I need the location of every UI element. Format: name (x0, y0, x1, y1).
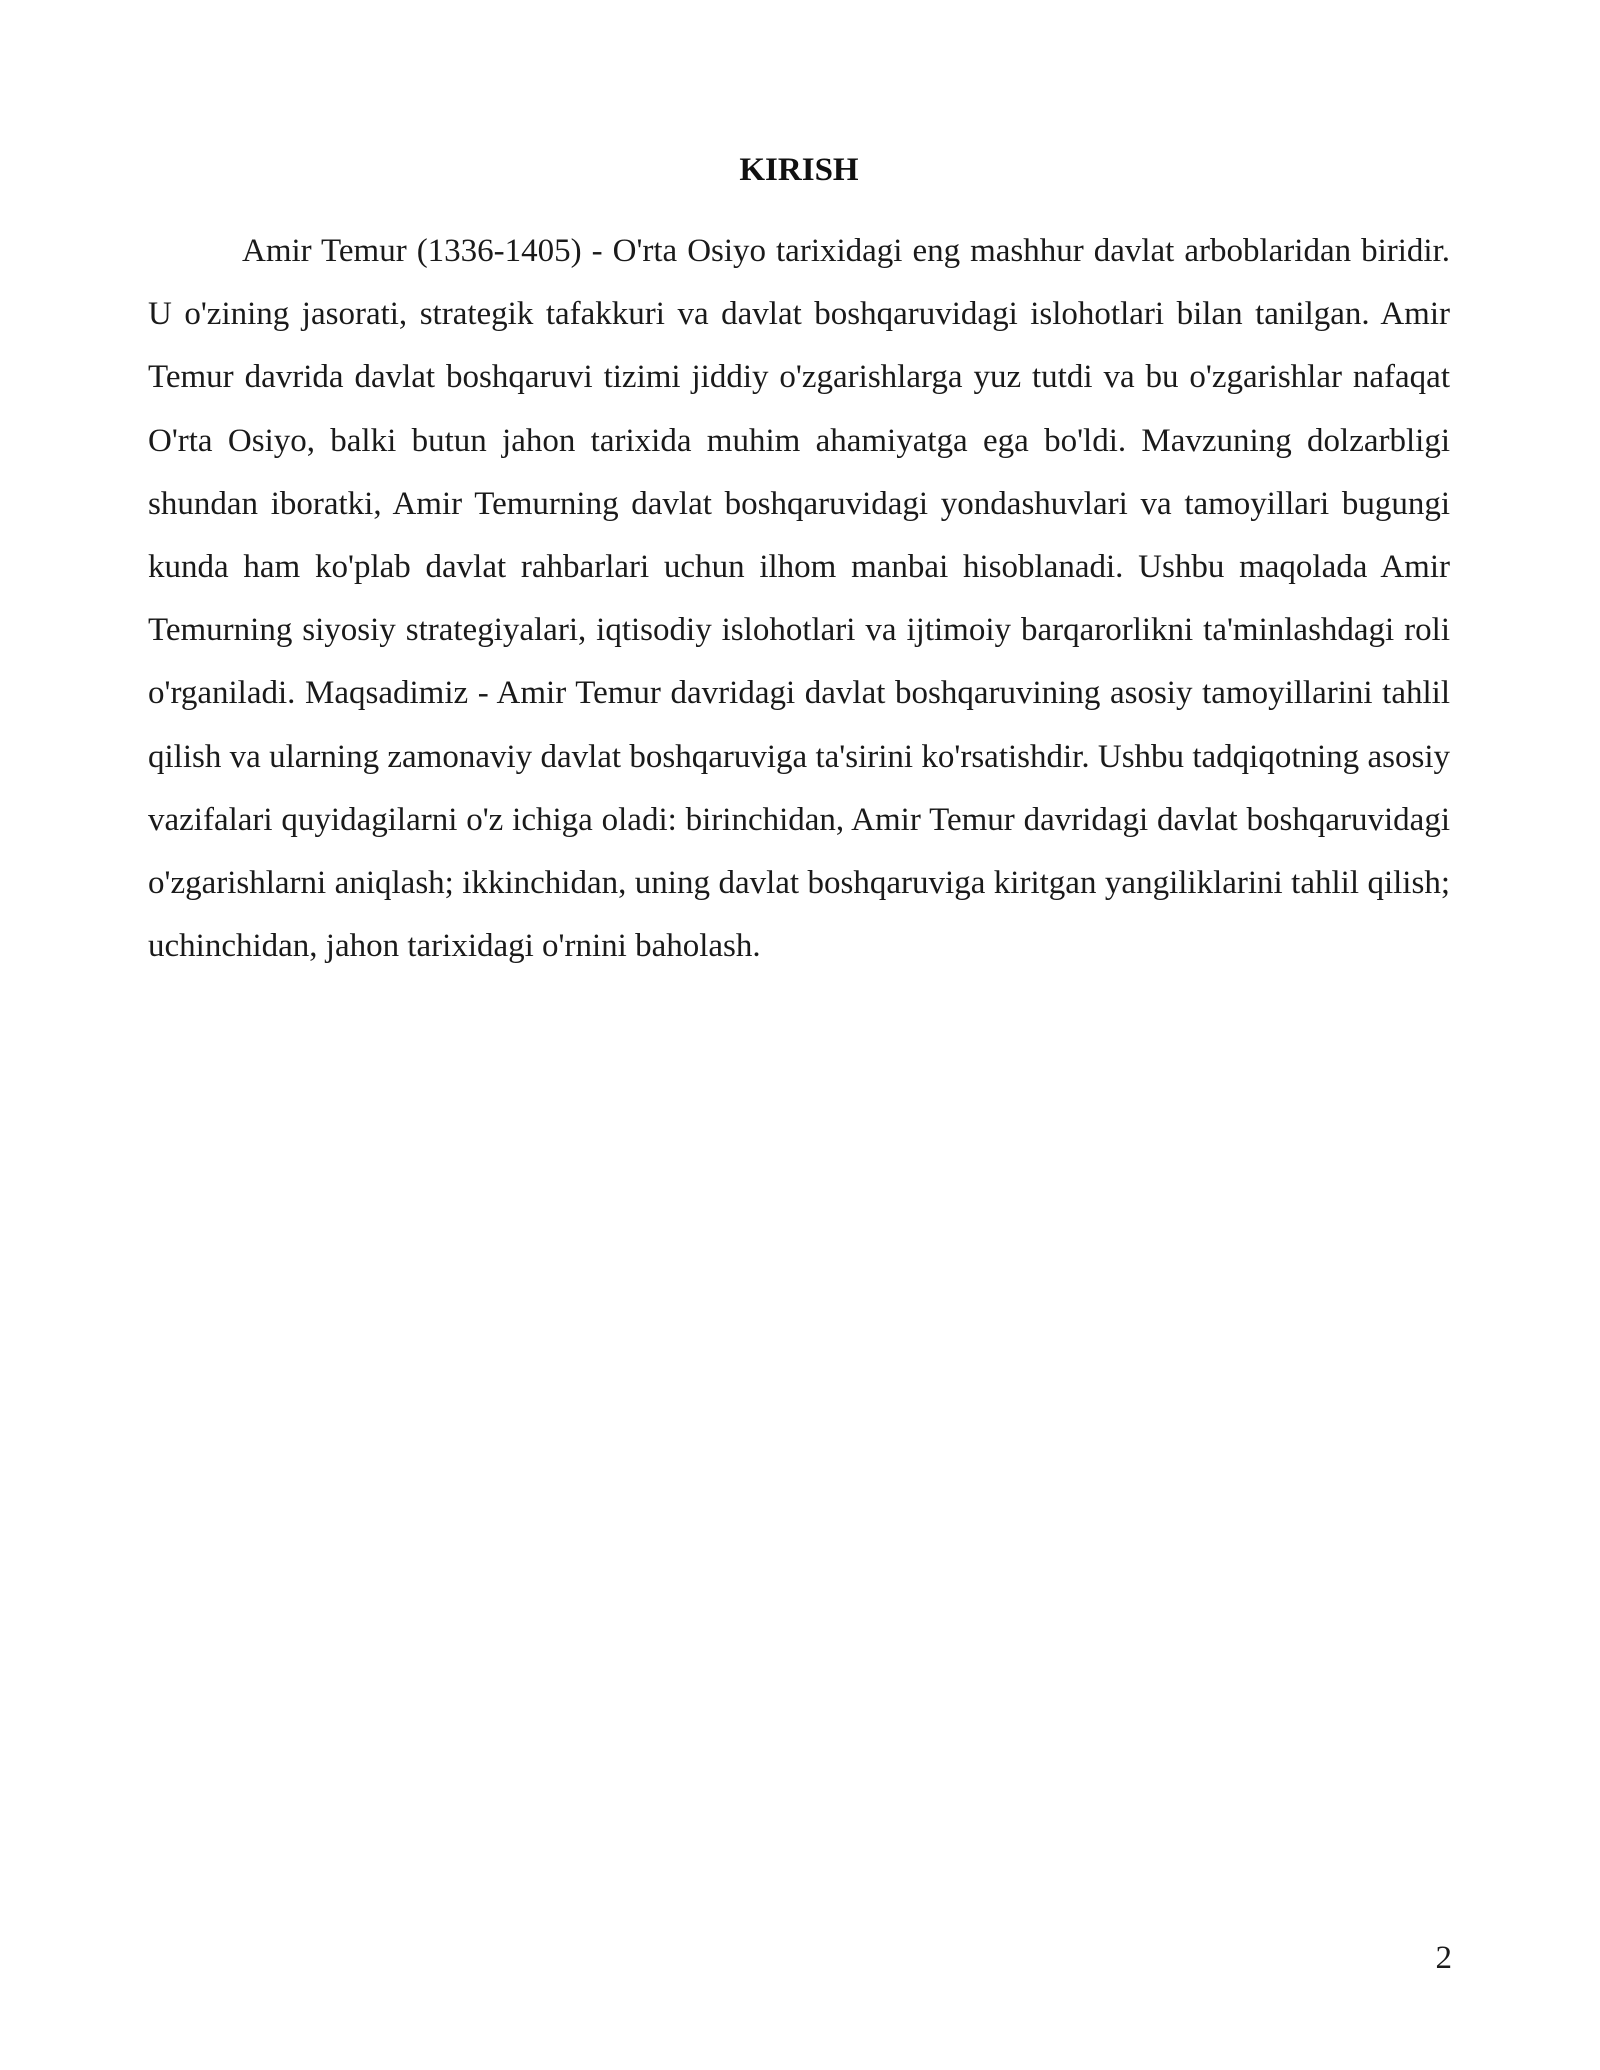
section-heading: KIRISH (739, 152, 859, 188)
introduction-paragraph: Amir Temur (1336-1405) - O'rta Osiyo tarixidagi eng mashhur davlat arboblaridan biridir. U o'zining jasorati, strategik tafakkuri va davlat boshqaruvidagi islohotlari bilan tanilgan. Amir Temur davrida davlat boshqaruvi tizimi jiddiy o'zgarishlarga yuz tutdi va bu o'zgarishlar nafaqat O'rta Osiyo, balki butun jahon tarixida muhim ahamiyatga ega bo'ldi. Mavzuning dolzarbligi shundan iboratki, Amir Temurning davlat boshqaruvidagi yondashuvlari va tamoyillari bugungi kunda ham ko'plab davlat rahbarlari uchun ilhom manbai hisoblanadi. Ushbu maqolada Amir Temurning siyosiy strategiyalari, iqtisodiy islohotlari va ijtimoiy barqarorlikni ta'minlashdagi roli o'rganiladi. Maqsadimiz - Amir Temur davridagi davlat boshqaruvining asosiy tamoyillarini tahlil qilish va ularning zamonaviy davlat boshqaruviga ta'sirini ko'rsatishdir. Ushbu tadqiqotning asosiy vazifalari quyidagilarni o'z ichiga oladi: birinchidan, Amir Temur davridagi davlat boshqaruvidagi o'zgarishlarni aniqlash; ikkinchidan, uning davlat boshqaruviga kiritgan yangiliklarini tahlil qilish; uchinchidan, jahon tarixidagi o'rnini baholash. (148, 233, 1450, 965)
page-number: 2 (1435, 1940, 1452, 1976)
